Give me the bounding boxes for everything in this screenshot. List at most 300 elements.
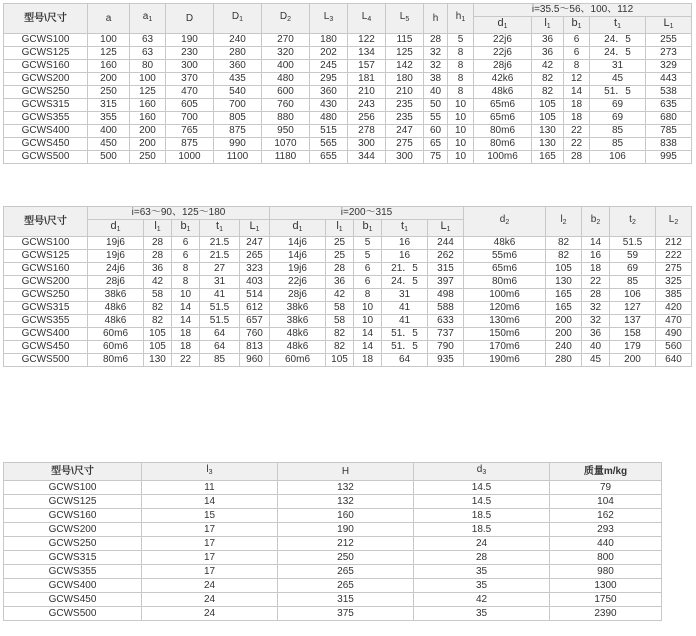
value-cell: 344 [348, 151, 386, 164]
value-cell: 800 [550, 551, 662, 565]
value-cell: 51.5 [200, 302, 240, 315]
value-cell: 28 [582, 289, 610, 302]
header-t2: $t_2$ [610, 207, 656, 237]
value-cell: 64 [382, 354, 428, 367]
value-cell: 1070 [262, 138, 310, 151]
table-row [4, 328, 692, 341]
value-cell: 38 [424, 73, 448, 86]
value-cell: 125 [130, 86, 166, 99]
value-cell: 247 [240, 237, 270, 250]
value-cell: 18 [564, 99, 590, 112]
value-cell: 64 [200, 328, 240, 341]
value-cell: 190 [166, 34, 214, 47]
header-H: H [278, 463, 414, 481]
value-cell: 80m6 [474, 125, 532, 138]
value-cell: 565 [310, 138, 348, 151]
value-cell: 12 [564, 73, 590, 86]
value-cell: 655 [310, 151, 348, 164]
value-cell: 42 [414, 593, 550, 607]
value-cell: 538 [646, 86, 692, 99]
value-cell: 162 [550, 509, 662, 523]
value-cell: 50 [424, 99, 448, 112]
value-cell: 22 [564, 138, 590, 151]
value-cell: 490 [656, 328, 692, 341]
value-cell: 24j6 [88, 263, 144, 276]
value-cell: 82 [144, 315, 172, 328]
header-ratio-group-2: i=200～315 [270, 207, 464, 220]
value-cell: 10 [172, 289, 200, 302]
value-cell: 65m6 [464, 263, 546, 276]
value-cell: 58 [326, 302, 354, 315]
value-cell: 212 [656, 237, 692, 250]
value-cell: 270 [262, 34, 310, 47]
model-cell: GCWS315 [4, 302, 88, 315]
value-cell: 480 [262, 73, 310, 86]
table-row [4, 276, 692, 289]
header-b1: $b_1$ [172, 220, 200, 237]
value-cell: 36 [532, 47, 564, 60]
value-cell: 240 [214, 34, 262, 47]
value-cell: 69 [590, 99, 646, 112]
header-L1: $L_1$ [646, 17, 692, 34]
value-cell: 17 [142, 537, 278, 551]
value-cell: 790 [428, 341, 464, 354]
value-cell: 137 [610, 315, 656, 328]
value-cell: 51.5 [610, 237, 656, 250]
value-cell: 500 [88, 151, 130, 164]
value-cell: 765 [166, 125, 214, 138]
value-cell: 134 [348, 47, 386, 60]
value-cell: 79 [550, 481, 662, 495]
value-cell: 170m6 [464, 341, 546, 354]
table-row [4, 86, 692, 99]
header-a1: $a_1$ [130, 4, 166, 34]
model-cell: GCWS500 [4, 607, 142, 621]
value-cell: 1750 [550, 593, 662, 607]
value-cell: 63 [130, 34, 166, 47]
value-cell: 560 [656, 341, 692, 354]
header-model: 型号\尺寸 [4, 207, 88, 237]
value-cell: 41 [382, 302, 428, 315]
dimensions-table-1 [3, 3, 692, 164]
model-cell: GCWS400 [4, 579, 142, 593]
value-cell: 24．5 [590, 47, 646, 60]
value-cell: 18 [172, 341, 200, 354]
value-cell: 165 [532, 151, 564, 164]
value-cell: 245 [310, 60, 348, 73]
value-cell: 127 [610, 302, 656, 315]
value-cell: 275 [386, 138, 424, 151]
value-cell: 22 [582, 276, 610, 289]
value-cell: 17 [142, 551, 278, 565]
table-row [4, 250, 692, 263]
value-cell: 200 [546, 315, 582, 328]
value-cell: 10 [448, 138, 474, 151]
value-cell: 24 [142, 607, 278, 621]
value-cell: 132 [278, 495, 414, 509]
value-cell: 142 [386, 60, 424, 73]
model-cell: GCWS100 [4, 237, 88, 250]
value-cell: 443 [646, 73, 692, 86]
header-d1: $d_1$ [270, 220, 326, 237]
value-cell: 181 [348, 73, 386, 86]
table-row [4, 47, 692, 60]
header-t1: $t_1$ [590, 17, 646, 34]
value-cell: 51．5 [590, 86, 646, 99]
value-cell: 250 [88, 86, 130, 99]
value-cell: 14 [354, 328, 382, 341]
value-cell: 51．5 [382, 341, 428, 354]
header-model: 型号\尺寸 [4, 463, 142, 481]
value-cell: 85 [610, 276, 656, 289]
value-cell: 82 [326, 328, 354, 341]
value-cell: 45 [590, 73, 646, 86]
value-cell: 19j6 [270, 263, 326, 276]
value-cell: 40 [582, 341, 610, 354]
value-cell: 995 [646, 151, 692, 164]
model-cell: GCWS315 [4, 99, 88, 112]
value-cell: 315 [88, 99, 130, 112]
value-cell: 8 [448, 73, 474, 86]
value-cell: 180 [310, 34, 348, 47]
value-cell: 19j6 [88, 250, 144, 263]
value-cell: 16 [382, 250, 428, 263]
model-cell: GCWS450 [4, 138, 88, 151]
table-row [4, 523, 662, 537]
value-cell: 165 [546, 302, 582, 315]
table-row [4, 481, 662, 495]
value-cell: 28 [414, 551, 550, 565]
value-cell: 737 [428, 328, 464, 341]
value-cell: 55m6 [464, 250, 546, 263]
value-cell: 355 [88, 112, 130, 125]
value-cell: 440 [550, 537, 662, 551]
value-cell: 315 [428, 263, 464, 276]
header-L5: $L_5$ [386, 4, 424, 34]
header-D: D [166, 4, 214, 34]
header-d2: $d_2$ [464, 207, 546, 237]
value-cell: 960 [240, 354, 270, 367]
value-cell: 397 [428, 276, 464, 289]
value-cell: 250 [278, 551, 414, 565]
table-row [4, 34, 692, 47]
header-L1: $L_1$ [240, 220, 270, 237]
value-cell: 63 [130, 47, 166, 60]
table-row [4, 579, 662, 593]
value-cell: 132 [278, 481, 414, 495]
value-cell: 1100 [214, 151, 262, 164]
value-cell: 60 [424, 125, 448, 138]
value-cell: 85 [200, 354, 240, 367]
model-cell: GCWS200 [4, 523, 142, 537]
value-cell: 48k6 [464, 237, 546, 250]
value-cell: 360 [214, 60, 262, 73]
value-cell: 10 [448, 151, 474, 164]
value-cell: 160 [88, 60, 130, 73]
value-cell: 300 [386, 151, 424, 164]
value-cell: 240 [546, 341, 582, 354]
value-cell: 48k6 [88, 302, 144, 315]
value-cell: 36 [326, 276, 354, 289]
value-cell: 22j6 [270, 276, 326, 289]
value-cell: 8 [448, 60, 474, 73]
value-cell: 315 [278, 593, 414, 607]
header-D1: $D_1$ [214, 4, 262, 34]
value-cell: 130 [532, 138, 564, 151]
value-cell: 700 [214, 99, 262, 112]
table-row [4, 112, 692, 125]
value-cell: 375 [278, 607, 414, 621]
table-row [4, 537, 662, 551]
value-cell: 265 [278, 565, 414, 579]
value-cell: 680 [646, 112, 692, 125]
value-cell: 82 [546, 237, 582, 250]
value-cell: 24．5 [382, 276, 428, 289]
value-cell: 122 [348, 34, 386, 47]
value-cell: 28 [326, 263, 354, 276]
value-cell: 470 [656, 315, 692, 328]
value-cell: 106 [590, 151, 646, 164]
value-cell: 48k6 [270, 328, 326, 341]
model-cell: GCWS125 [4, 495, 142, 509]
model-cell: GCWS355 [4, 112, 88, 125]
value-cell: 1180 [262, 151, 310, 164]
value-cell: 45 [582, 354, 610, 367]
value-cell: 100m6 [464, 289, 546, 302]
value-cell: 400 [262, 60, 310, 73]
value-cell: 32 [424, 47, 448, 60]
header-a: a [88, 4, 130, 34]
value-cell: 633 [428, 315, 464, 328]
value-cell: 28 [144, 250, 172, 263]
value-cell: 295 [310, 73, 348, 86]
value-cell: 22 [172, 354, 200, 367]
table-row [4, 302, 692, 315]
header-l1: $l_1$ [144, 220, 172, 237]
value-cell: 6 [354, 263, 382, 276]
value-cell: 635 [646, 99, 692, 112]
value-cell: 980 [550, 565, 662, 579]
value-cell: 35 [414, 565, 550, 579]
value-cell: 588 [428, 302, 464, 315]
value-cell: 657 [240, 315, 270, 328]
value-cell: 935 [428, 354, 464, 367]
value-cell: 65m6 [474, 112, 532, 125]
value-cell: 69 [610, 263, 656, 276]
value-cell: 640 [656, 354, 692, 367]
header-b1: $b_1$ [564, 17, 590, 34]
model-cell: GCWS250 [4, 86, 88, 99]
value-cell: 28j6 [474, 60, 532, 73]
model-cell: GCWS315 [4, 551, 142, 565]
value-cell: 10 [448, 125, 474, 138]
value-cell: 27 [200, 263, 240, 276]
value-cell: 82 [532, 73, 564, 86]
value-cell: 950 [262, 125, 310, 138]
value-cell: 18 [172, 328, 200, 341]
value-cell: 760 [240, 328, 270, 341]
value-cell: 80m6 [88, 354, 144, 367]
table-row [4, 495, 662, 509]
value-cell: 8 [172, 263, 200, 276]
value-cell: 300 [348, 138, 386, 151]
model-cell: GCWS450 [4, 593, 142, 607]
value-cell: 280 [214, 47, 262, 60]
model-cell: GCWS355 [4, 315, 88, 328]
value-cell: 41 [382, 315, 428, 328]
model-cell: GCWS125 [4, 47, 88, 60]
value-cell: 179 [610, 341, 656, 354]
table-row [4, 509, 662, 523]
value-cell: 278 [348, 125, 386, 138]
model-cell: GCWS200 [4, 276, 88, 289]
value-cell: 105 [326, 354, 354, 367]
table-row [4, 341, 692, 354]
value-cell: 785 [646, 125, 692, 138]
value-cell: 14 [142, 495, 278, 509]
value-cell: 82 [546, 250, 582, 263]
value-cell: 31 [382, 289, 428, 302]
value-cell: 38k6 [270, 315, 326, 328]
table-row [4, 263, 692, 276]
value-cell: 8 [172, 276, 200, 289]
value-cell: 80m6 [474, 138, 532, 151]
value-cell: 130 [532, 125, 564, 138]
value-cell: 130 [546, 276, 582, 289]
table-row [4, 607, 662, 621]
value-cell: 28 [424, 34, 448, 47]
value-cell: 38k6 [88, 289, 144, 302]
value-cell: 329 [646, 60, 692, 73]
header-h1: $h_1$ [448, 4, 474, 34]
value-cell: 32 [582, 302, 610, 315]
value-cell: 65 [424, 138, 448, 151]
value-cell: 160 [130, 112, 166, 125]
value-cell: 200 [130, 125, 166, 138]
value-cell: 235 [386, 99, 424, 112]
value-cell: 370 [166, 73, 214, 86]
value-cell: 430 [310, 99, 348, 112]
model-cell: GCWS250 [4, 289, 88, 302]
value-cell: 200 [610, 354, 656, 367]
value-cell: 130 [144, 354, 172, 367]
value-cell: 515 [310, 125, 348, 138]
table-row [4, 354, 692, 367]
value-cell: 42 [326, 289, 354, 302]
value-cell: 385 [656, 289, 692, 302]
header-b1: $b_1$ [354, 220, 382, 237]
value-cell: 24．5 [590, 34, 646, 47]
header-t1: $t_1$ [382, 220, 428, 237]
value-cell: 420 [656, 302, 692, 315]
value-cell: 75 [424, 151, 448, 164]
value-cell: 540 [214, 86, 262, 99]
value-cell: 265 [278, 579, 414, 593]
value-cell: 36 [582, 328, 610, 341]
value-cell: 160 [278, 509, 414, 523]
value-cell: 14j6 [270, 237, 326, 250]
header-d1: $d_1$ [88, 220, 144, 237]
value-cell: 514 [240, 289, 270, 302]
value-cell: 105 [144, 328, 172, 341]
value-cell: 10 [448, 112, 474, 125]
value-cell: 25 [326, 237, 354, 250]
value-cell: 64 [200, 341, 240, 354]
value-cell: 6 [564, 34, 590, 47]
value-cell: 210 [348, 86, 386, 99]
value-cell: 31 [590, 60, 646, 73]
value-cell: 59 [610, 250, 656, 263]
value-cell: 19j6 [88, 237, 144, 250]
value-cell: 25 [326, 250, 354, 263]
value-cell: 293 [550, 523, 662, 537]
value-cell: 48k6 [88, 315, 144, 328]
value-cell: 82 [326, 341, 354, 354]
value-cell: 10 [354, 315, 382, 328]
value-cell: 51.5 [200, 315, 240, 328]
value-cell: 41 [200, 289, 240, 302]
value-cell: 22j6 [474, 47, 532, 60]
value-cell: 1000 [166, 151, 214, 164]
value-cell: 15 [142, 509, 278, 523]
value-cell: 8 [448, 47, 474, 60]
value-cell: 31 [200, 276, 240, 289]
value-cell: 160 [130, 99, 166, 112]
value-cell: 22 [564, 125, 590, 138]
header-D2: $D_2$ [262, 4, 310, 34]
value-cell: 14 [582, 237, 610, 250]
value-cell: 28 [564, 151, 590, 164]
value-cell: 65m6 [474, 99, 532, 112]
value-cell: 120m6 [464, 302, 546, 315]
value-cell: 14 [354, 341, 382, 354]
value-cell: 80m6 [464, 276, 546, 289]
header-h: h [424, 4, 448, 34]
value-cell: 470 [166, 86, 214, 99]
value-cell: 28j6 [88, 276, 144, 289]
value-cell: 280 [546, 354, 582, 367]
value-cell: 605 [166, 99, 214, 112]
value-cell: 323 [240, 263, 270, 276]
value-cell: 247 [386, 125, 424, 138]
value-cell: 40 [424, 86, 448, 99]
value-cell: 48k6 [270, 341, 326, 354]
model-cell: GCWS355 [4, 565, 142, 579]
value-cell: 5 [354, 250, 382, 263]
value-cell: 24 [414, 537, 550, 551]
value-cell: 32 [424, 60, 448, 73]
value-cell: 600 [262, 86, 310, 99]
value-cell: 28j6 [270, 289, 326, 302]
table-row [4, 315, 692, 328]
value-cell: 58 [144, 289, 172, 302]
value-cell: 190 [278, 523, 414, 537]
value-cell: 403 [240, 276, 270, 289]
value-cell: 210 [386, 86, 424, 99]
table-row [4, 60, 692, 73]
value-cell: 612 [240, 302, 270, 315]
value-cell: 36 [144, 263, 172, 276]
header-L1: $L_1$ [428, 220, 464, 237]
value-cell: 14 [564, 86, 590, 99]
value-cell: 51．5 [382, 328, 428, 341]
value-cell: 880 [262, 112, 310, 125]
value-cell: 1300 [550, 579, 662, 593]
model-cell: GCWS400 [4, 125, 88, 138]
value-cell: 35 [414, 607, 550, 621]
model-cell: GCWS450 [4, 341, 88, 354]
value-cell: 16 [582, 250, 610, 263]
